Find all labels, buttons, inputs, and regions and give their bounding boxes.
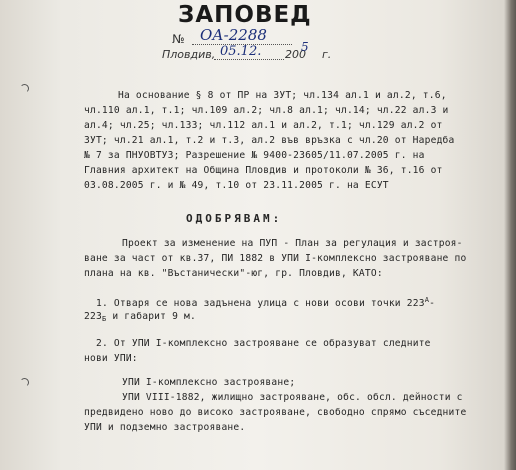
approve-heading: ОДОБРЯВАМ: [186, 212, 283, 225]
intro-line: ал.4; чл.25; чл.133; чл.112 ал.1 и ал.2, т.1; чл.129 ал.2 от [84, 120, 443, 131]
city-label: Пловдив, [162, 48, 216, 61]
intro-line: 03.08.2005 г. и № 49, т.10 от 23.11.2005 г. на ЕСУТ [84, 180, 389, 191]
point-1-line: 1. Отваря се нова задънена улица с нови осови точки $223^А-$ [96, 296, 436, 309]
order-number-handwritten: ОА-2288 [200, 26, 267, 44]
approve-line: плана на кв. "Въстанически"-юг, гр. Пловдив, КАТО: [84, 268, 383, 279]
intro-line: ЗУТ; чл.21 ал.1, т.2 и т.3, ал.2 във връзка с чл.20 от Наредба [84, 135, 455, 146]
intro-line: Главния архитект на Община Пловдив и протоколи № 36, т.16 от [84, 165, 443, 176]
document-title: ЗАПОВЕД [178, 2, 312, 28]
intro-line: чл.110 ал.1, т.1; чл.109 ал.2; чл.8 ал.1; чл.14; чл.22 ал.3 и [84, 105, 449, 116]
approve-line: ване за част от кв.37, ПИ 1882 в УПИ I-комплексно застрояване по [84, 253, 467, 264]
year-printed: 200 [285, 48, 306, 61]
upi-line: предвидено ново до високо застрояване, свободно спрямо съседните [84, 407, 467, 418]
date-handwritten: 05.12. [220, 44, 262, 59]
upi-line: УПИ и подземно застрояване. [84, 422, 246, 433]
number-label: № [172, 32, 185, 46]
year-handwritten: 5 [301, 40, 309, 54]
punch-hole-mark [20, 84, 29, 93]
punch-hole-mark [20, 378, 29, 387]
date-underline [214, 59, 284, 60]
upi-line: УПИ I-комплексно застрояване; [122, 377, 296, 388]
point-2-line: 2. От УПИ I-комплексно застрояване се образуват следните [96, 338, 431, 349]
year-suffix: г. [322, 48, 332, 61]
upi-line: УПИ VIII-1882, жилищно застрояване, обс. обсл. дейности с [122, 392, 463, 403]
page-edge-shadow [504, 0, 516, 470]
point-2-line: нови УПИ: [84, 353, 138, 364]
intro-line: № 7 за ПНУОВТУЗ; Разрешение № 9400-23605/11.07.2005 г. на [84, 150, 425, 161]
point-1-line: $223_Б$ и габарит 9 м. [84, 311, 196, 323]
approve-line: Проект за изменение на ПУП - План за регулация и застроя- [122, 238, 463, 249]
intro-line: На основание § 8 от ПР на ЗУТ; чл.134 ал.1 и ал.2, т.6, [118, 90, 447, 101]
